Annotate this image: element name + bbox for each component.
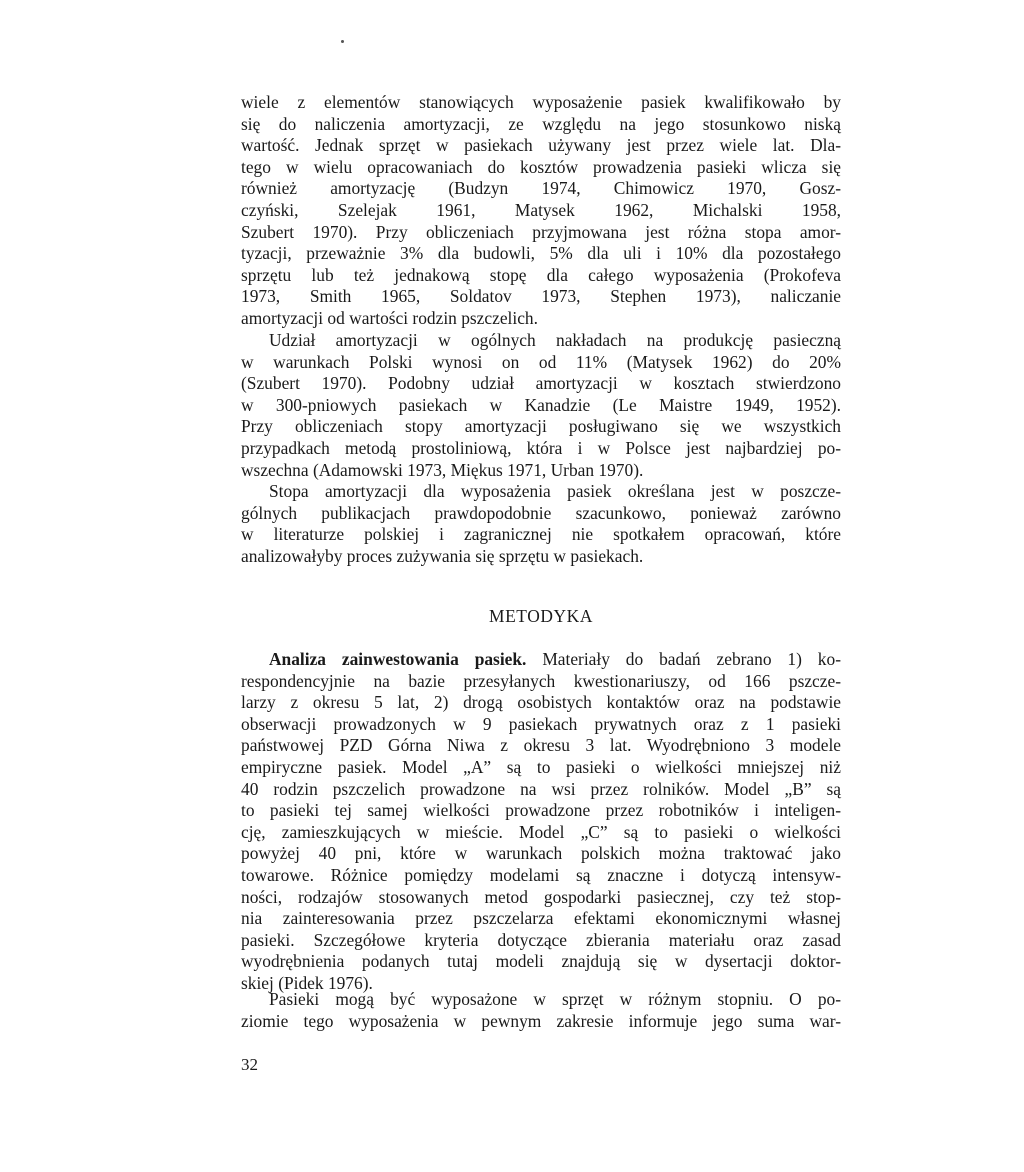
- paragraph-equipment: [241, 989, 841, 1032]
- text-line: Szubert 1970). Przy obliczeniach przyjmowana jest różna stopa amor-: [241, 221, 841, 242]
- text-line: amortyzacji od wartości rodzin pszczelich.: [241, 307, 538, 328]
- text-line: przypadkach metodą prostoliniową, która i w Polsce jest najbardziej po-: [241, 437, 841, 458]
- text-line: sprzętu lub też jednakową stopę dla całego wyposażenia (Prokofeva: [241, 264, 841, 285]
- paragraph-method: [241, 649, 841, 995]
- text-line: się do naliczenia amortyzacji, ze względu na jego stosunkowo niską: [241, 113, 841, 134]
- text-line: czyński, Szelejak 1961, Matysek 1962, Michalski 1958,: [241, 199, 841, 220]
- text-line: skiej (Pidek 1976).: [241, 972, 373, 993]
- text-line: towarowe. Różnice pomiędzy modelami są znaczne i dotyczą intensyw-: [241, 864, 841, 885]
- paragraph-rate: [241, 481, 841, 567]
- text-line: Pasieki mogą być wyposażone w sprzęt w różnym stopniu. O po-: [269, 989, 841, 1009]
- text-line: ności, rodzajów stosowanych metod gospodarki pasiecznej, czy też stop-: [241, 886, 841, 907]
- text-line: obserwacji prowadzonych w 9 pasiekach prywatnych oraz z 1 pasieki: [241, 713, 841, 734]
- text-line: Stopa amortyzacji dla wyposażenia pasiek określana jest w poszcze-: [269, 481, 841, 501]
- text-line: tego w wielu opracowaniach do kosztów prowadzenia pasieki wlicza się: [241, 156, 841, 177]
- text-line: w literaturze polskiej i zagranicznej nie spotkałem opracowań, które: [241, 524, 841, 545]
- text-line: Przy obliczeniach stopy amortyzacji posługiwano się we wszystkich: [241, 416, 841, 437]
- text-line: analizowałyby proces zużywania się sprzętu w pasiekach.: [241, 545, 644, 566]
- page-number: 32: [241, 1055, 258, 1074]
- text-line: cję, zamieszkujących w mieście. Model „C” są to pasieki o wielkości: [241, 821, 841, 842]
- paragraph-intro: [241, 92, 841, 330]
- text-line: w 300-pniowych pasiekach w Kanadzie (Le Maistre 1949, 1952).: [241, 394, 841, 415]
- scan-speck: [341, 40, 344, 43]
- text-line: gólnych publikacjach prawdopodobnie szacunkowo, ponieważ zarówno: [241, 502, 841, 523]
- text-line: Udział amortyzacji w ogólnych nakładach na produkcję pasieczną: [269, 330, 841, 350]
- text-line: tyzacji, przeważnie 3% dla budowli, 5% dla uli i 10% dla pozostałego: [241, 243, 841, 264]
- method-first-line: Materiały do badań zebrano 1) ko-: [542, 649, 841, 669]
- text-line: powyżej 40 pni, które w warunkach polskich można traktować jako: [241, 843, 841, 864]
- text-line: 1973, Smith 1965, Soldatov 1973, Stephen 1973), naliczanie: [241, 286, 841, 307]
- text-line: empiryczne pasiek. Model „A” są to pasieki o wielkości mniejszej niż: [241, 756, 841, 777]
- text-line: państwowej PZD Górna Niwa z okresu 3 lat. Wyodrębniono 3 modele: [241, 735, 841, 756]
- paragraph-share: [241, 330, 841, 481]
- text-line: to pasieki tej samej wielkości prowadzone przez robotników i inteligen-: [241, 800, 841, 821]
- section-heading: METODYKA: [489, 606, 593, 626]
- method-lead: Analiza zainwestowania pasiek.: [269, 649, 527, 669]
- text-line: również amortyzację (Budzyn 1974, Chimowicz 1970, Gosz-: [241, 178, 841, 199]
- text-line: w warunkach Polski wynosi on od 11% (Matysek 1962) do 20%: [241, 351, 841, 372]
- text-line: respondencyjnie na bazie przesyłanych kwestionariuszy, od 166 pszcze-: [241, 670, 841, 691]
- text-line: wyodrębnienia podanych tutaj modeli znajdują się w dysertacji doktor-: [241, 951, 841, 972]
- text-line: larzy z okresu 5 lat, 2) drogą osobistych kontaktów oraz na podstawie: [241, 692, 841, 713]
- text-line: 40 rodzin pszczelich prowadzone na wsi przez rolników. Model „B” są: [241, 778, 841, 799]
- text-line: pasieki. Szczegółowe kryteria dotyczące zbierania materiału oraz zasad: [241, 929, 841, 950]
- text-line: wszechna (Adamowski 1973, Miękus 1971, Urban 1970).: [241, 459, 644, 480]
- text-line: wiele z elementów stanowiących wyposażenie pasiek kwalifikowało by: [241, 92, 841, 112]
- text-line: [241, 649, 841, 671]
- text-line: wartość. Jednak sprzęt w pasiekach używany jest przez wiele lat. Dla-: [241, 135, 841, 156]
- text-line: nia zainteresowania przez pszczelarza efektami ekonomicznymi własnej: [241, 908, 841, 929]
- text-line: (Szubert 1970). Podobny udział amortyzacji w kosztach stwierdzono: [241, 373, 841, 394]
- text-line: ziomie tego wyposażenia w pewnym zakresie informuje jego suma war-: [241, 1010, 841, 1031]
